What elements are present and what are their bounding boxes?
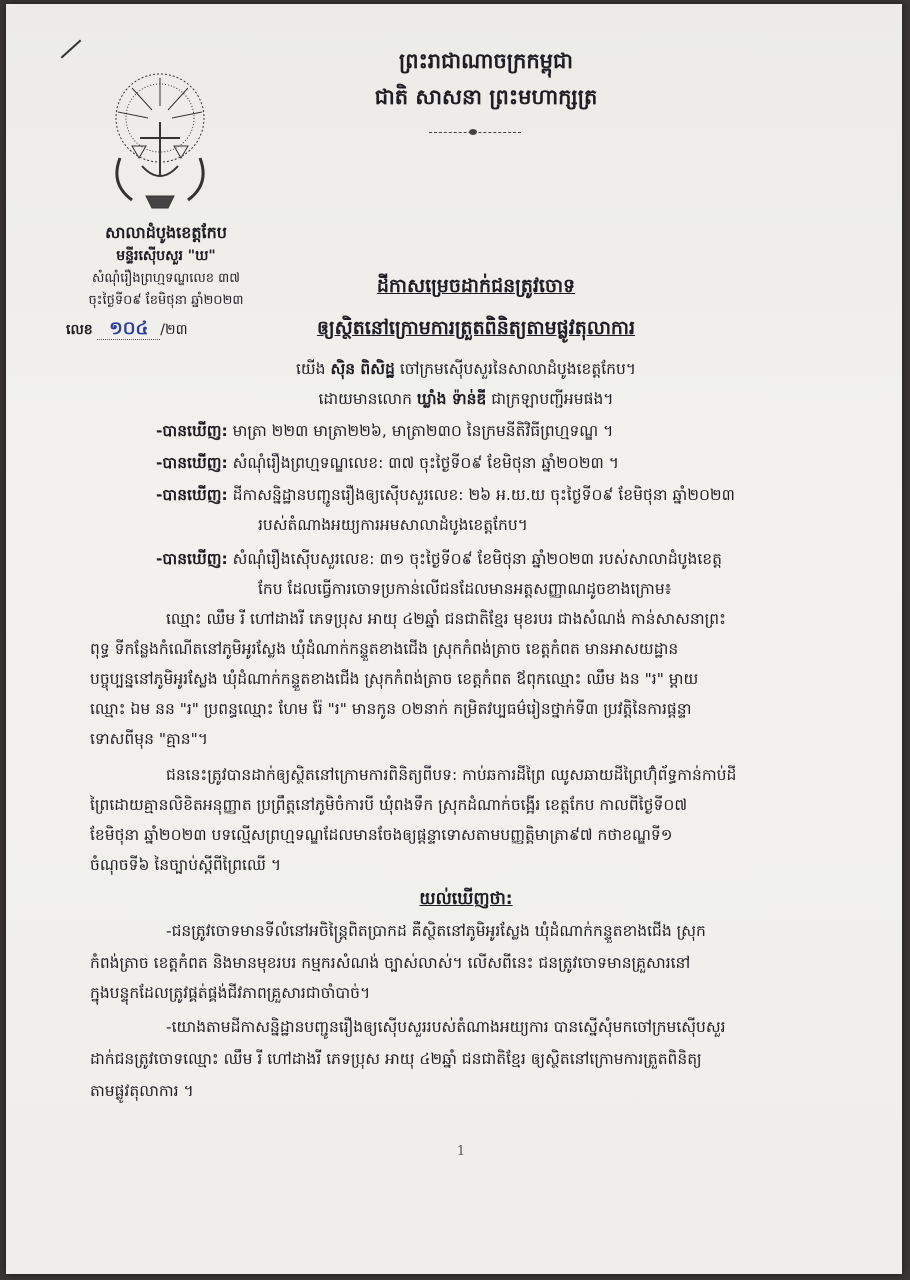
- intro-with: ដោយមានលោក: [318, 390, 412, 408]
- opinion-line: -យោងតាមដីកាសន្និដ្ឋានបញ្ជូនរឿងឲ្យស៊ើបសួររបស់តំណាងអយ្យការ បានស្នើសុំមកចៅក្រមស៊ើបសួរ: [166, 1018, 726, 1036]
- opinion-heading: យល់ឃើញថា:: [419, 889, 513, 909]
- opinion-line: តាមផ្លូវតុលាការ ។: [90, 1082, 194, 1100]
- intro-clerk: [206, 390, 726, 409]
- chamber-name: មន្ទីរស៊ើបសួរ "ឃ": [116, 248, 216, 264]
- seen-item: [156, 486, 735, 505]
- document-page: [6, 4, 902, 1274]
- kingdom-heading: ព្រះរាជាណាចក្រកម្ពុជា: [398, 49, 573, 73]
- person-line: ពុទ្ធ ទីកន្លែងកំណើតនៅភូមិអូរស្លែង ឃុំដំណាក់កន្ទួតខាងជើង ស្រុកកំពង់ត្រាច ខេត្តកំពត មានអាសយដ្ឋាន: [90, 640, 679, 658]
- ornament-divider: [429, 132, 521, 134]
- seen-label: -បានឃើញ:: [156, 550, 228, 568]
- opinion-line: កំពង់ត្រាច ខេត្តកំពត និងមានមុខរបរ កម្មករសំណង់ ច្បាស់លាស់។ លើសពីនេះ ជនត្រូវចោទមានគ្រួសារនៅ: [90, 954, 691, 972]
- seen-text: សំណុំរឿងព្រហ្មទណ្ឌលេខ: ៣៧ ចុះថ្ងៃទី០៩ ខែមិថុនា ឆ្នាំ២០២៣ ។: [232, 454, 619, 472]
- reference-suffix: /២៣: [160, 322, 188, 338]
- charge-line: ចំណុចទី៦ នៃច្បាប់ស្តីពីព្រៃឈើ ។: [90, 856, 282, 874]
- judge-name: ស៊ិន ពិសិដ្ឋ: [330, 360, 395, 378]
- clerk-name: ឃ្លាំង ទ៉ាន់ឌី: [416, 390, 487, 408]
- clerk-role: ជាក្រឡាបញ្ជីអមផង។: [491, 390, 614, 408]
- document-title-line-1: ដីកាសម្រេចដាក់ជនត្រូវចោទ: [376, 275, 576, 297]
- document-title-line-2: ឲ្យស្ថិតនៅក្រោមការត្រួតពិនិត្យតាមផ្លូវតុលាការ: [316, 317, 636, 339]
- page-number: 1: [456, 1144, 466, 1159]
- national-motto: ជាតិ សាសនា ព្រះមហាក្សត្រ: [374, 85, 598, 109]
- person-line: ឈ្មោះ ឯម នន "រ" ប្រពន្ធឈ្មោះ ហែម រ៉ែ "រ" មានកូន ០២នាក់ កម្រិតវប្បធម៌រៀនថ្នាក់ទី៣ ប្រវត្តិនៃការផ្តន្ទា: [90, 700, 692, 718]
- opinion-line: ក្នុងបន្ទុកដែលត្រូវផ្គត់ផ្គង់ជីវភាពគ្រួសារជាចាំបាច់។: [90, 984, 371, 1002]
- intro-judge: [206, 360, 726, 379]
- charge-line: ជននេះត្រូវបានដាក់ឲ្យស្ថិតនៅក្រោមការពិនិត្យពីបទ: កាប់ឆការដីព្រៃ ឈូសឆាយដីព្រៃហ៊ុំព័ទ្ធកាន់កាប់ដី: [166, 766, 737, 784]
- issuing-court: សាលាដំបូងខេត្តកែប: [105, 223, 227, 242]
- court-emblem-icon: [102, 66, 218, 216]
- person-line: បច្ចុប្បន្ននៅភូមិអូរស្លែង ឃុំដំណាក់កន្ទួតខាងជើង ស្រុកកំពង់ត្រាច ខេត្តកំពត ឪពុកឈ្មោះ ឈឹម ងន "រ" ម្តាយ: [90, 670, 699, 688]
- reference-handwritten-number: ១០៤: [97, 318, 160, 340]
- judge-role: ចៅក្រមស៊ើបសួរនៃសាលាដំបូងខេត្តកែប។: [399, 360, 637, 378]
- person-line: ទោសពីមុន "គ្មាន"។: [90, 730, 208, 748]
- charge-line: ព្រៃដោយគ្មានលិខិតអនុញ្ញាត ប្រព្រឹត្តនៅភូមិចំការបី ឃុំពងទឹក ស្រុកដំណាក់ចង្អើរ ខេត្តកែប កាលពីថ្ងៃទី០៧: [90, 796, 688, 814]
- seen-continuation: កែប ដែលធ្វើការចោទប្រកាន់លើជនដែលមានអត្តសញ្ញាណដូចខាងក្រោម៖: [258, 580, 672, 598]
- seen-label: -បានឃើញ:: [156, 422, 228, 440]
- seen-label: -បានឃើញ:: [156, 454, 228, 472]
- case-number: សំណុំរឿងព្រហ្មទណ្ឌលេខ ៣៧: [92, 271, 240, 286]
- seen-item: [156, 550, 722, 569]
- seen-label: -បានឃើញ:: [156, 486, 228, 504]
- seen-item: [156, 422, 613, 441]
- seen-text: មាត្រា ២២៣ មាត្រា២២៦, មាត្រា២៣០ នៃក្រមនីតិវិធីព្រហ្មទណ្ឌ ។: [232, 422, 614, 440]
- opinion-line: -ជនត្រូវចោទមានទីលំនៅអចិន្ត្រៃពិតប្រាកដ គឺស្ថិតនៅភូមិអូរស្លែង ឃុំដំណាក់កន្ទួតខាងជើង ស្រុក: [166, 922, 706, 940]
- seen-item: [156, 454, 619, 473]
- person-line: ឈ្មោះ ឈឹម រី ហៅដាងរី ភេទប្រុស អាយុ ៤២ឆ្នាំ ជនជាតិខ្មែរ មុខរបរ ជាងសំណង់ កាន់សាសនាព្រះ: [166, 610, 726, 628]
- seen-text: សំណុំរឿងស៊ើបសួរលេខ: ៣១ ចុះថ្ងៃទី០៩ ខែមិថុនា ឆ្នាំ២០២៣ របស់សាលាដំបូងខេត្ត: [232, 550, 722, 568]
- seen-continuation: របស់តំណាងអយ្យការអមសាលាដំបូងខេត្តកែប។: [258, 516, 528, 534]
- reference-label: លេខ: [66, 322, 93, 338]
- reference-number: [66, 316, 276, 343]
- pen-mark: [61, 40, 82, 59]
- charge-line: ខែមិថុនា ឆ្នាំ២០២៣ បទល្មើសព្រហ្មទណ្ឌដែលមានចែងឲ្យផ្តន្ទាទោសតាមបញ្ញត្តិមាត្រា៩៧ កថាខណ្ឌទី១: [90, 826, 673, 844]
- opinion-line: ដាក់ជនត្រូវចោទឈ្មោះ ឈឹម រី ហៅដាងរី ភេទប្រុស អាយុ ៤២ឆ្នាំ ជនជាតិខ្មែរ ឲ្យស្ថិតនៅក្រោមការត្រួតពិនិត្យ: [90, 1050, 702, 1068]
- intro-we: យើង: [295, 360, 326, 378]
- case-date: ចុះថ្ងៃទី០៩ ខែមិថុនា ឆ្នាំ២០២៣: [88, 293, 244, 308]
- seen-text: ដីកាសន្និដ្ឋានបញ្ជូនរឿងឲ្យស៊ើបសួរលេខ: ២៦ អ.យ.យ ចុះថ្ងៃទី០៩ ខែមិថុនា ឆ្នាំ២០២៣: [232, 486, 735, 504]
